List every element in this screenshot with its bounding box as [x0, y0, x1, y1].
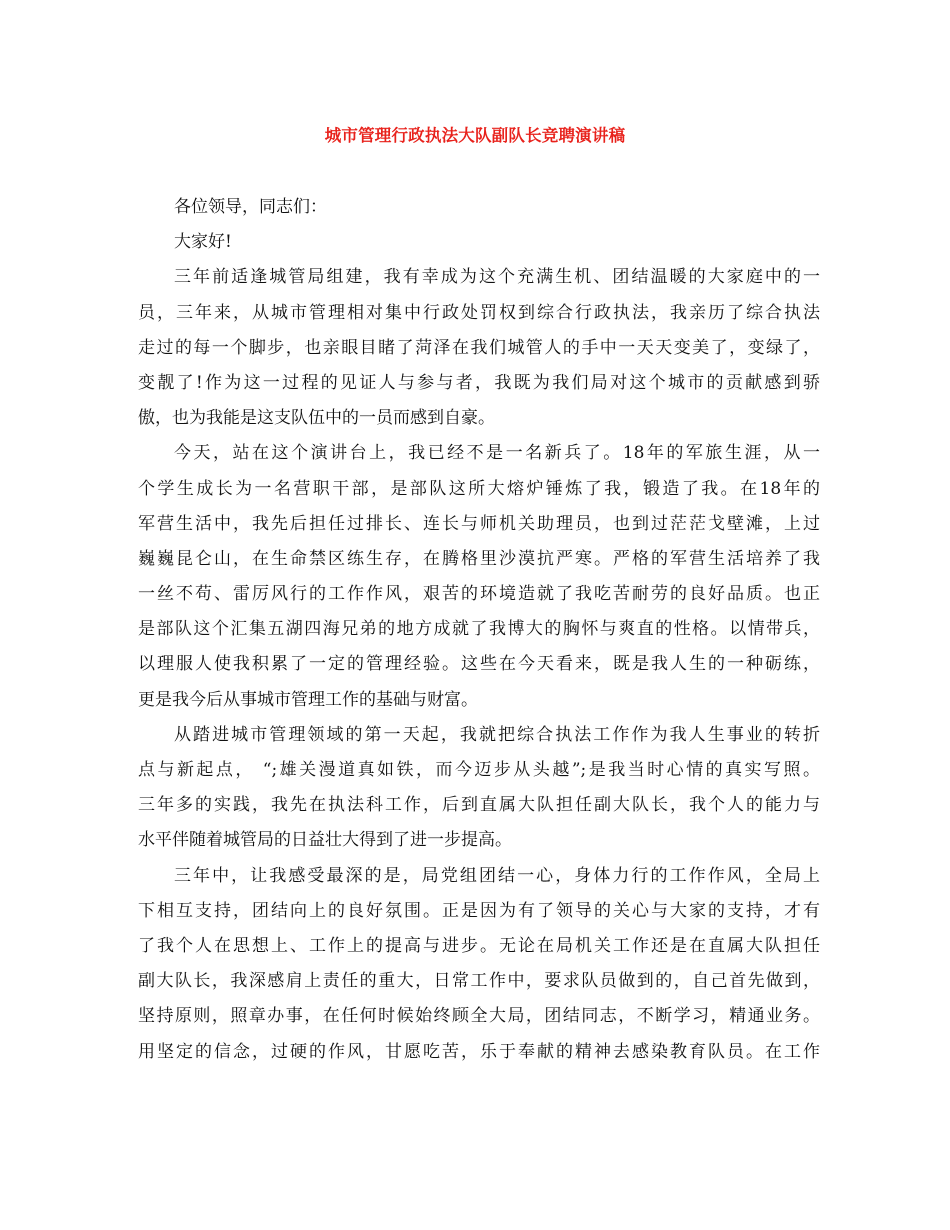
body-text-line: 副大队长，我深感肩上责任的重大，日常工作中，要求队员做到的，自己首先做到， — [138, 971, 820, 992]
body-text-line: 更是我今后从事城市管理工作的基础与财富。 — [138, 689, 478, 710]
body-text-line: 点与新起点， “;雄关漫道真如铁，而今迈步从头越”;是我当时心情的真实写照。 — [138, 760, 820, 780]
body-text-line: 三年多的实践，我先在执法科工作，后到直属大队担任副大队长，我个人的能力与 — [138, 795, 820, 816]
body-text-line: 军营生活中，我先后担任过排长、连长与师机关助理员，也到过茫茫戈壁滩，上过 — [138, 513, 820, 534]
body-text-line: 变靓了!作为这一过程的见证人与参与者，我既为我们局对这个城市的贡献感到骄 — [138, 372, 820, 393]
body-text-line: 用坚定的信念，过硬的作风，甘愿吃苦，乐于奉献的精神去感染教育队员。在工作 — [138, 1041, 820, 1062]
document-body — [138, 190, 820, 1070]
body-text-line: 一丝不苟、雷厉风行的工作作风，艰苦的环境造就了我吃苦耐劳的良好品质。也正 — [138, 584, 820, 605]
body-text-line: 以理服人使我积累了一定的管理经验。这些在今天看来，既是我人生的一种砺练， — [138, 654, 820, 675]
body-text-line: 三年前适逢城管局组建，我有幸成为这个充满生机、团结温暖的大家庭中的一 — [174, 267, 820, 288]
body-text-line: 走过的每一个脚步，也亲眼目睹了菏泽在我们城管人的手中一天天变美了，变绿了， — [138, 337, 820, 358]
body-text-line: 是部队这个汇集五湖四海兄弟的地方成就了我博大的胸怀与爽直的性格。以情带兵， — [138, 619, 820, 640]
body-text-line: 了我个人在思想上、工作上的提高与进步。无论在局机关工作还是在直属大队担任 — [138, 935, 820, 956]
body-text-line: 巍巍昆仑山，在生命禁区练生存，在腾格里沙漠抗严寒。严格的军营生活培养了我 — [138, 548, 820, 569]
body-text-line: 三年中，让我感受最深的是，局党组团结一心，身体力行的工作作风，全局上 — [174, 865, 820, 886]
body-text-line: 傲，也为我能是这支队伍中的一员而感到自豪。 — [138, 408, 495, 429]
body-text-line: 员，三年来，从城市管理相对集中行政处罚权到综合行政执法，我亲历了综合执法 — [138, 302, 820, 323]
body-text-line: 水平伴随着城管局的日益壮大得到了进一步提高。 — [138, 830, 512, 851]
body-text-line: 大家好! — [174, 232, 232, 253]
body-text-line: 今天，站在这个演讲台上，我已经不是一名新兵了。18年的军旅生涯，从一 — [174, 443, 820, 464]
body-text-line: 坚持原则，照章办事，在任何时候始终顾全大局，团结同志，不断学习，精通业务。 — [138, 1006, 820, 1027]
body-text-line: 各位领导，同志们： — [174, 197, 327, 217]
body-text-line: 个学生成长为一名营职干部，是部队这所大熔炉锤炼了我，锻造了我。在18年的 — [138, 478, 820, 499]
body-text-line: 从踏进城市管理领域的第一天起，我就把综合执法工作作为我人生事业的转折 — [174, 724, 820, 745]
body-text-line: 下相互支持，团结向上的良好氛围。正是因为有了领导的关心与大家的支持，才有 — [138, 900, 820, 921]
document-title: 城市管理行政执法大队副队长竞聘演讲稿 — [324, 126, 626, 145]
